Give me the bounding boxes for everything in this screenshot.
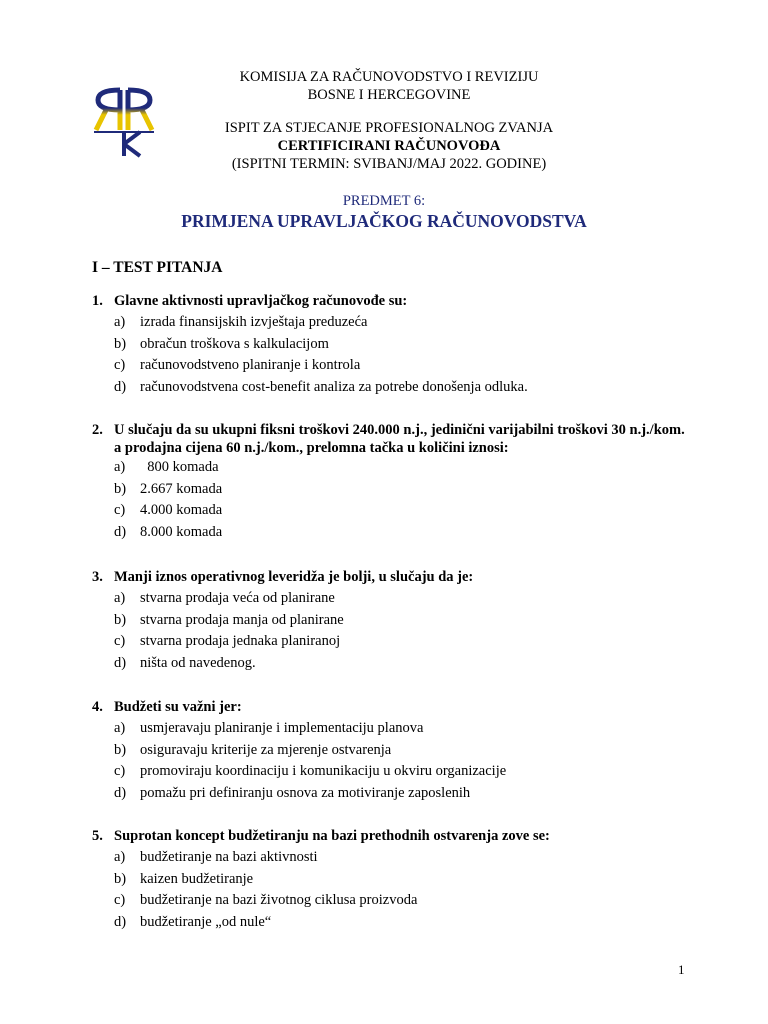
option-d: d) pomažu pri definiranju osnova za motiviranje zaposlenih [114,784,471,801]
question-2 [92,421,692,543]
question-text: 2. U slučaju da su ukupni fiksni troškovi 240.000 n.j., jedinični varijabilni troškovi 30 n.j./kom. a prodajna cijena 60 n.j./kom., prelomna tačka u količini iznosi: [92,422,685,456]
header-line-country: BOSNE I HERCEGOVINE [307,87,471,103]
question-text: 1. Glavne aktivnosti upravljačkog računovođe su: [92,293,408,309]
option-d: d) računovodstvena cost-benefit analiza za potrebe donošenja odluka. [114,378,528,395]
option-a: a) usmjeravaju planiranje i implementaciju planova [114,720,424,736]
option-a: a) izrada finansijskih izvještaja preduzeća [114,314,368,330]
page-number: 1 [678,962,685,977]
subject-title: PRIMJENA UPRAVLJAČKOG RAČUNOVODSTVA [181,211,587,231]
option-b: b) stvarna prodaja manja od planirane [114,611,344,628]
option-c: c) budžetiranje na bazi životnog ciklusa proizvoda [114,892,418,908]
header-line-exam: ISPIT ZA STJECANJE PROFESIONALNOG ZVANJA [224,120,554,136]
header-line-commission: KOMISIJA ZA RAČUNOVODSTVO I REVIZIJU [239,69,539,85]
option-a: a) budžetiranje na bazi aktivnosti [114,849,318,865]
option-c: c) 4.000 komada [114,502,223,518]
option-b: b) 2.667 komada [114,480,223,497]
commission-logo [92,86,156,158]
question-3 [92,568,692,674]
option-b: b) kaizen budžetiranje [114,870,254,887]
option-d: d) budžetiranje „od nule“ [114,913,272,930]
option-c: c) promoviraju koordinaciju i komunikaciju u okviru organizacije [114,763,507,779]
subject-number: PREDMET 6: [342,193,426,209]
option-c: c) računovodstveno planiranje i kontrola [114,357,361,373]
question-text: 5. Suprotan koncept budžetiranju na bazi prethodnih ostvarenja zove se: [92,828,550,844]
document-header [150,68,628,173]
option-d: d) 8.000 komada [114,523,223,540]
option-b: b) obračun troškova s kalkulacijom [114,335,329,352]
header-line-term: (ISPITNI TERMIN: SVIBANJ/MAJ 2022. GODINE) [231,156,547,172]
question-4 [92,698,692,804]
option-a: a) 800 komada [114,459,219,475]
question-1 [92,292,692,398]
question-text: 4. Budžeti su važni jer: [92,699,242,715]
question-text: 3. Manji iznos operativnog leveridža je bolji, u slučaju da je: [92,569,474,585]
subject-block [60,192,708,232]
option-a: a) stvarna prodaja veća od planirane [114,590,335,606]
question-5 [92,827,692,933]
option-c: c) stvarna prodaja jednaka planiranoj [114,633,341,649]
option-b: b) osiguravaju kriterije za mjerenje ostvarenja [114,741,392,758]
header-line-title: CERTIFICIRANI RAČUNOVOĐA [277,138,501,154]
section-title: I – TEST PITANJA [92,259,223,276]
option-d: d) ništa od navedenog. [114,654,256,671]
